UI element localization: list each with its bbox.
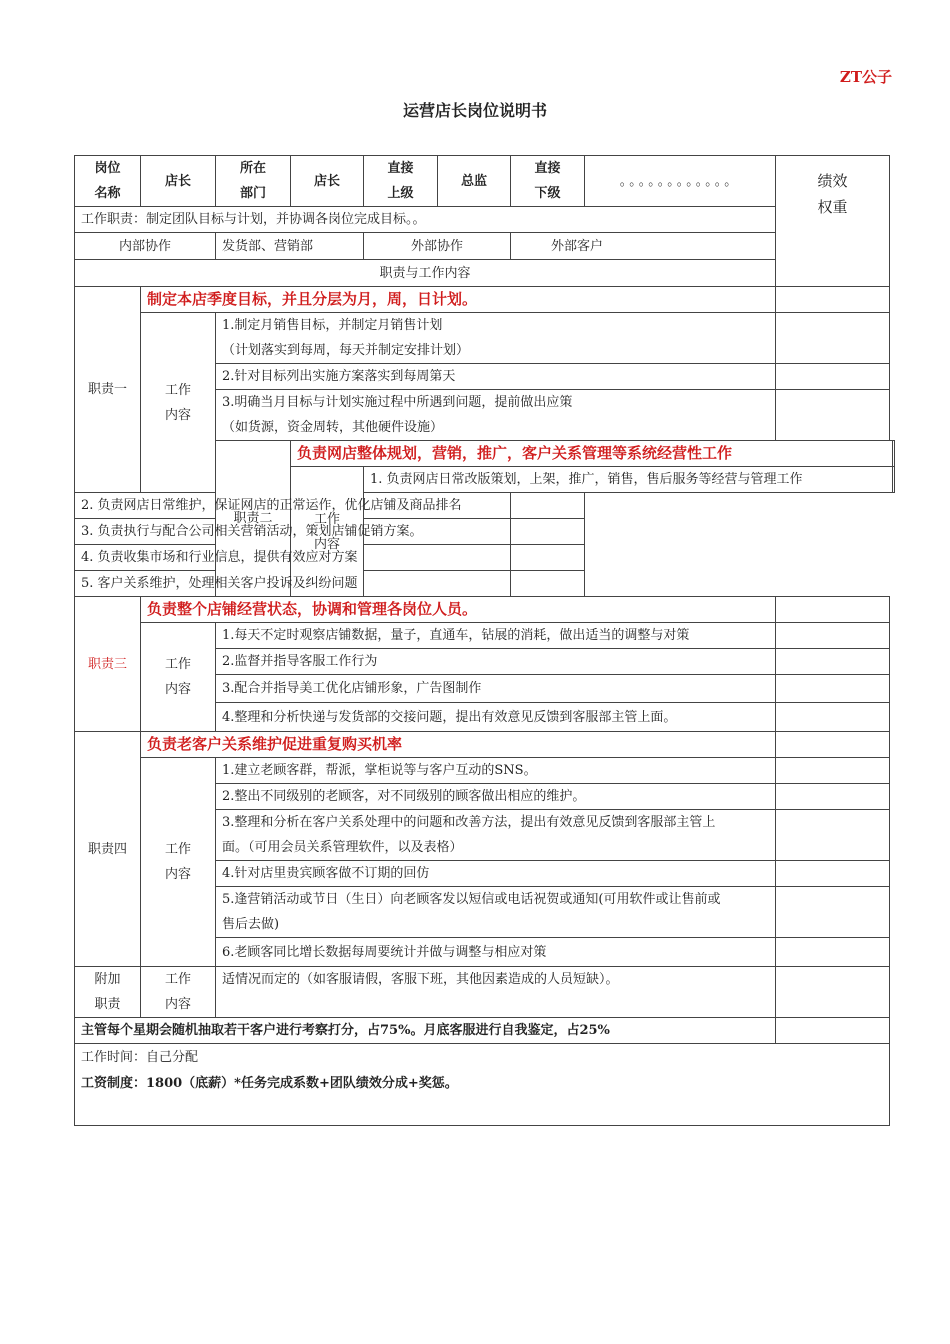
duty2-work-label: 工作 内容: [291, 467, 364, 597]
duty1-work-label: 工作 内容: [141, 313, 216, 493]
subordinate-value: 。。。。。。。。。。。。: [585, 156, 776, 207]
duty4-title: 负责老客户关系维护促进重复购买机率: [141, 732, 776, 758]
duty2-item-2: 2. 负责网店日常维护，保证网店的正常运作，优化店铺及商品排名: [75, 493, 511, 519]
superior-value: 总监: [438, 156, 511, 207]
duty4-item-3: 3.整理和分析在客户关系处理中的问题和改善方法，提出有效意见反馈到客服部主管上 面。（可用会员关系管理软件，以及表格）: [216, 810, 776, 861]
footer-notes: [75, 1044, 890, 1126]
external-collab-value: 外部客户: [511, 233, 776, 260]
extra-duty-label: 附加 职责: [75, 967, 141, 1018]
duty3-label: 职责三: [75, 597, 141, 732]
external-collab-label: 外部协作: [364, 233, 511, 260]
duty4-item-2: 2.整出不同级别的老顾客，对不同级别的顾客做出相应的维护。: [216, 784, 776, 810]
duty4-item-6: 6.老顾客同比增长数据每周要统计并做与调整与相应对策: [216, 938, 776, 967]
position-label: 岗位 名称: [75, 156, 141, 207]
work-time: 工作时间：自己分配: [81, 1050, 199, 1065]
dept-value: 店长: [291, 156, 364, 207]
position-value: 店长: [141, 156, 216, 207]
duty1-label: 职责一: [75, 287, 141, 493]
duty1-item-2: 2.针对目标列出实施方案落实到每周第天: [216, 364, 776, 390]
duty3-item-3: 3.配合并指导美工优化店铺形象，广告图制作: [216, 675, 776, 703]
duty4-work-label: 工作 内容: [141, 758, 216, 967]
job-duty-summary: 工作职责：制定团队目标与计划，并协调各岗位完成目标。。: [75, 207, 776, 233]
duty2-item-5: 5. 客户关系维护，处理相关客户投诉及纠纷问题: [75, 571, 511, 597]
job-description-table: [74, 155, 895, 1126]
evaluation-note: 主管每个星期会随机抽取若干客户进行考察打分，占75%。月底客服进行自我鉴定，占25%: [75, 1018, 776, 1044]
duty1-item-1: 1.制定月销售目标，并制定月销售计划 （计划落实到每周，每天并制定安排计划）: [216, 313, 776, 364]
duty4-label: 职责四: [75, 732, 141, 967]
duty1-item-3: 3.明确当月目标与计划实施过程中所遇到问题，提前做出应策 （如货源，资金周转，其他硬件设施）: [216, 390, 776, 441]
performance-weight-label: 绩效 权重: [776, 156, 890, 287]
duty3-title: 负责整个店铺经营状态，协调和管理各岗位人员。: [141, 597, 776, 623]
document-title: 运营店长岗位说明书: [402, 101, 547, 120]
internal-collab-label: 内部协作: [75, 233, 216, 260]
duty3-work-label: 工作 内容: [141, 623, 216, 732]
subordinate-label: 直接 下级: [511, 156, 585, 207]
dept-label: 所在 部门: [216, 156, 291, 207]
internal-collab-value: 发货部、营销部: [216, 233, 364, 260]
superior-label: 直接 上级: [364, 156, 438, 207]
duty1-title: 制定本店季度目标，并且分层为月，周，日计划。: [141, 287, 776, 313]
duty2-label: 职责二: [216, 441, 291, 597]
duty3-item-4: 4.整理和分析快递与发货部的交接问题，提出有效意见反馈到客服部主管上面。: [216, 703, 776, 732]
extra-work-label: 工作 内容: [141, 967, 216, 1018]
section-title: 职责与工作内容: [75, 260, 776, 287]
duty2-item-1: 1. 负责网店日常改版策划，上架，推广，销售，售后服务等经营与管理工作: [364, 467, 893, 493]
duty2-title: 负责网店整体规划，营销，推广，客户关系管理等系统经营性工作: [291, 441, 893, 467]
duty4-item-1: 1.建立老顾客群，帮派，掌柜说等与客户互动的SNS。: [216, 758, 776, 784]
duty4-item-5: 5.逢营销活动或节日（生日）向老顾客发以短信或电话祝贺或通知(可用软件或让售前或 售后去做): [216, 887, 776, 938]
extra-duty-text: 适情况而定的（如客服请假，客服下班，其他因素造成的人员短缺）。: [216, 967, 776, 1018]
brand-mark: ZT公子: [839, 68, 892, 86]
duty4-item-4: 4.针对店里贵宾顾客做不订期的回仿: [216, 861, 776, 887]
duty3-item-1: 1.每天不定时观察店铺数据，量子，直通车，钻展的消耗，做出适当的调整与对策: [216, 623, 776, 649]
duty2-item-4: 4. 负责收集市场和行业信息，提供有效应对方案: [75, 545, 511, 571]
salary-system: 工资制度：1800（底薪）*任务完成系数+团队绩效分成+奖惩。: [81, 1076, 458, 1091]
duty3-item-2: 2.监督并指导客服工作行为: [216, 649, 776, 675]
duty2-item-3: 3. 负责执行与配合公司相关营销活动，策划店铺促销方案。: [75, 519, 511, 545]
